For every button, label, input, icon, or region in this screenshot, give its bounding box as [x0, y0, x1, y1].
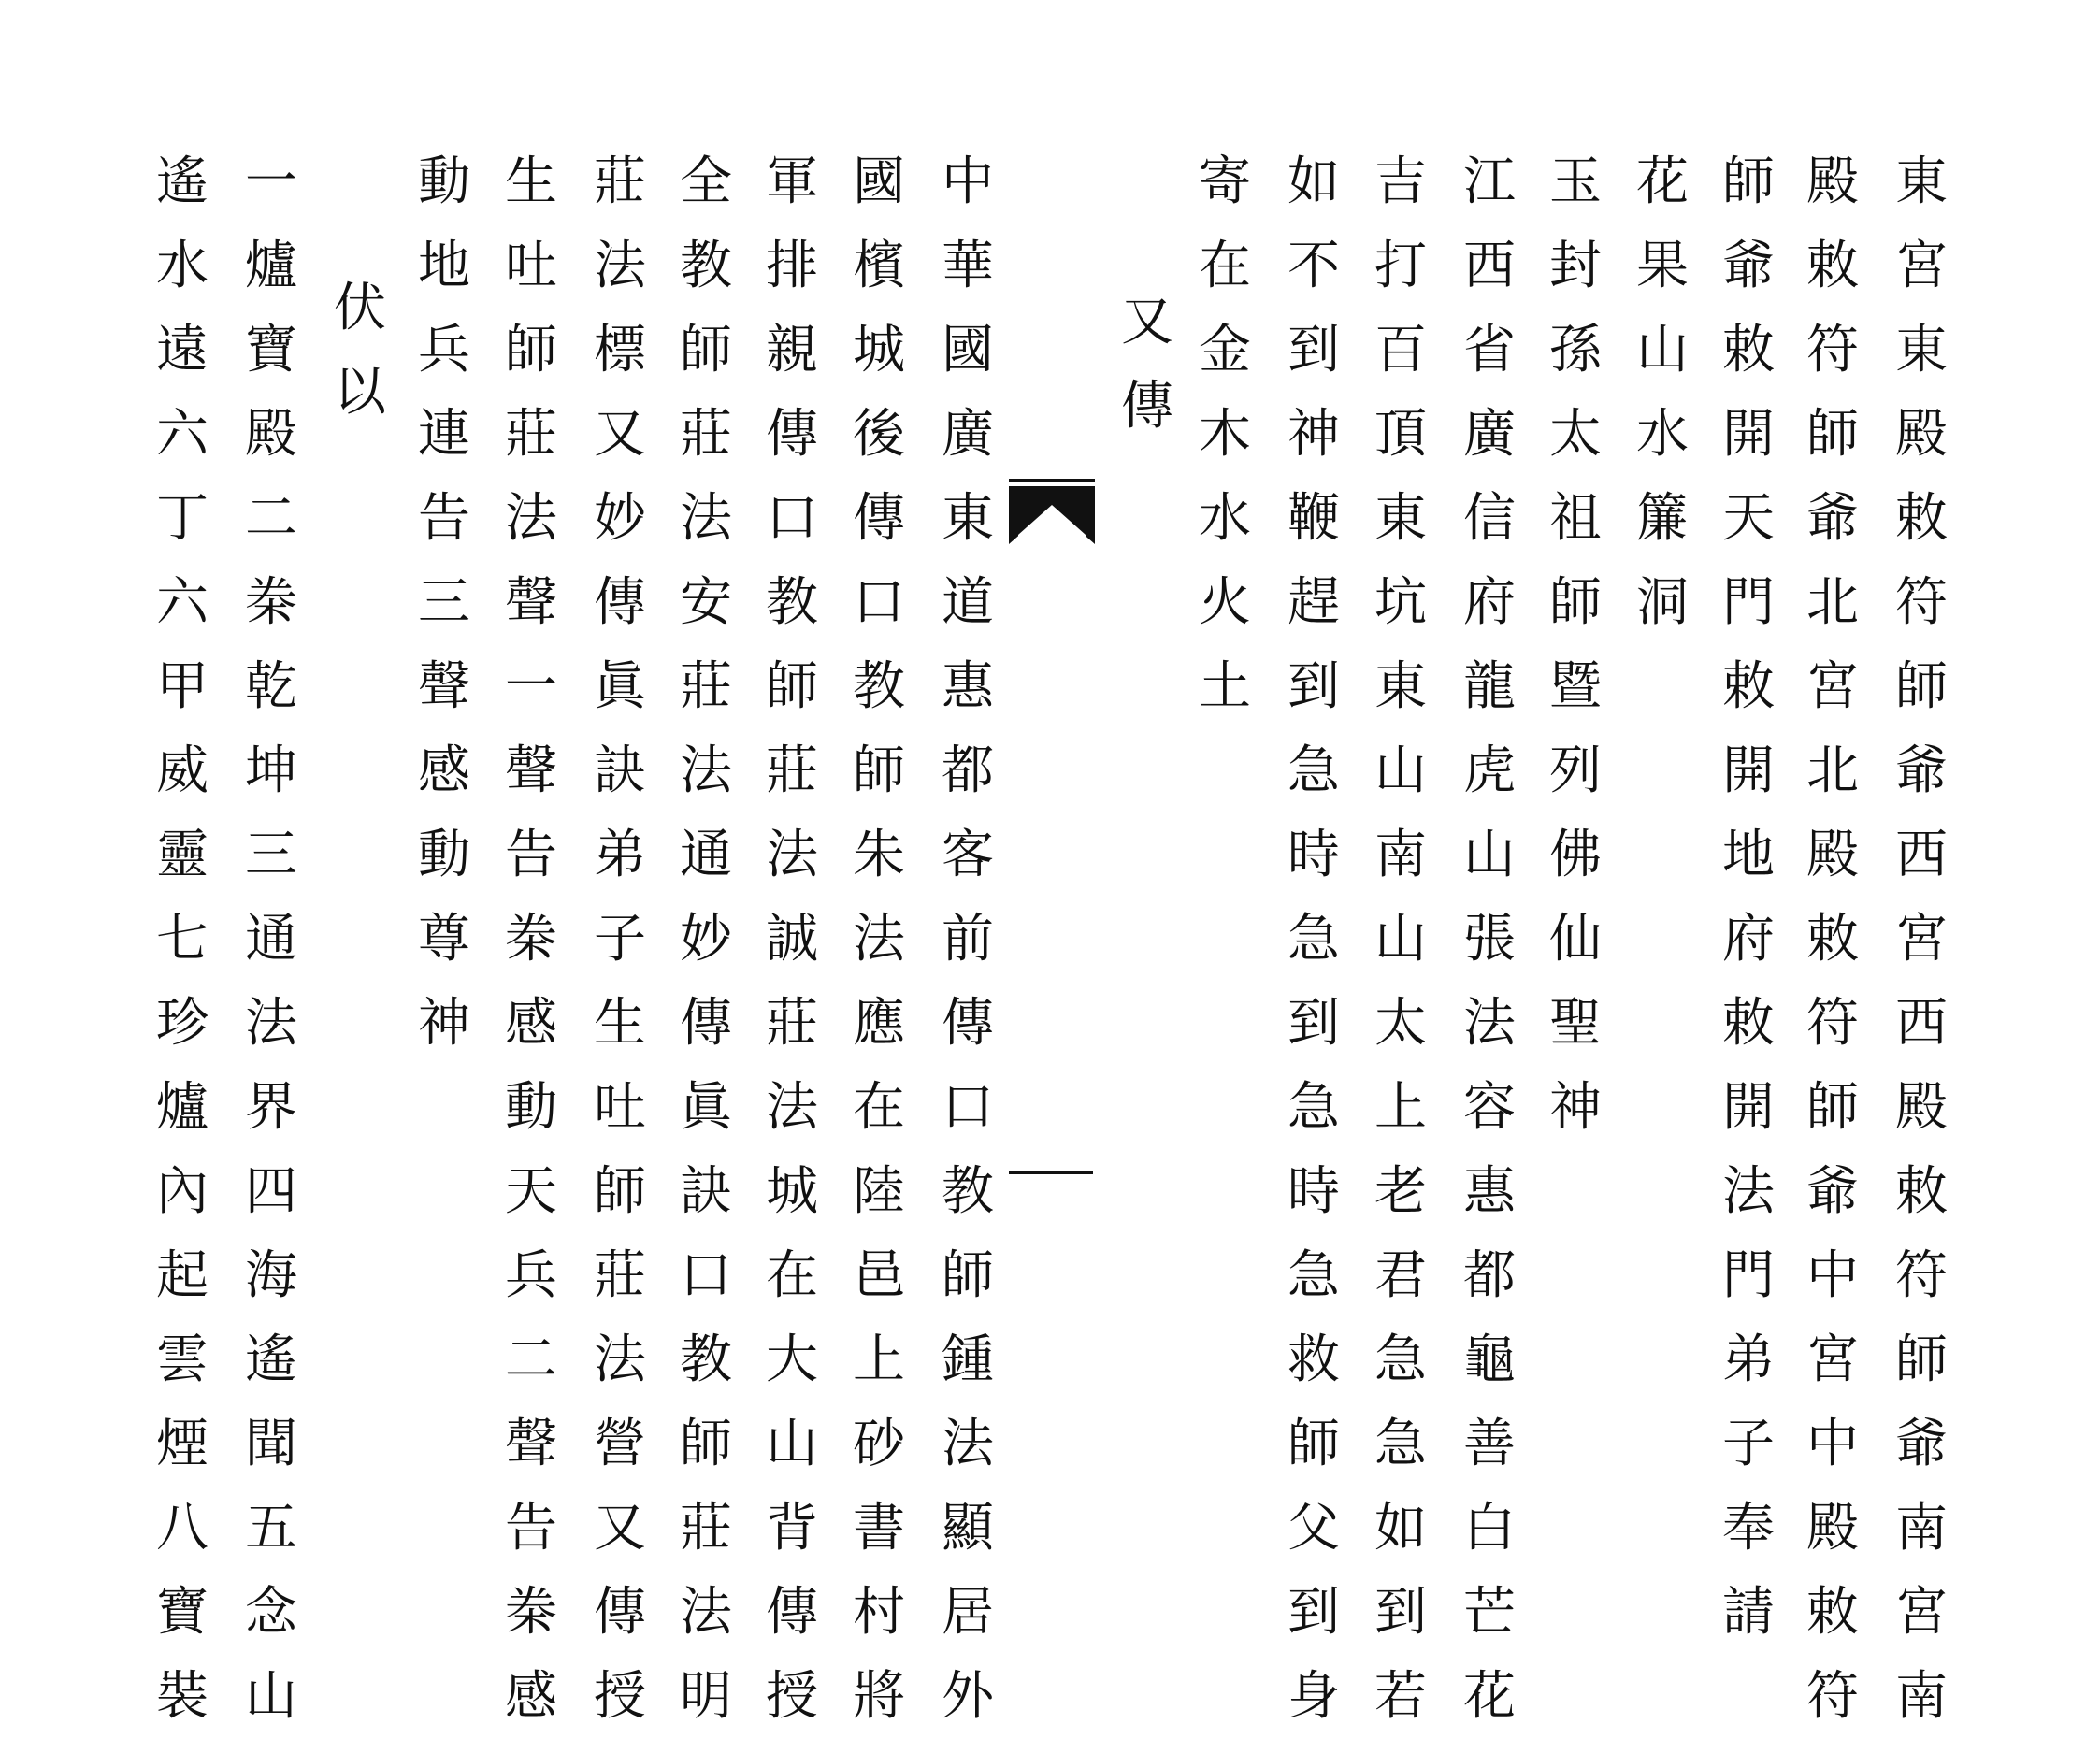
text-column: 動 地 兵 連 告 三 聲 感 動 尊 神: [418, 151, 470, 1054]
text-column: 全 教 師 莊 法 安 莊 法 通 妙 傳 眞 訣 口 教 師 莊 法 明: [680, 151, 732, 1727]
text-column: 軍 排 親 傳 口 教 師 莊 法 誠 莊 法 城 在 大 山 背 傳 授: [766, 151, 818, 1727]
fold-rule: [1009, 1171, 1093, 1174]
text-column: 國 檳 城 後 傳 口 教 師 朱 法 應 在 陸 邑 上 砂 書 村 將: [853, 151, 905, 1727]
text-column: 生 吐 師 莊 法 聲 一 聲 告 桊 感 動 天 兵 二 聲 告 桊 感: [505, 151, 557, 1727]
text-column: 寄 在 金 木 水 火 土: [1199, 151, 1251, 717]
text-column: 遙 水 遠 六 丁 六 甲 威 靈 七 珍 爐 內 起 雲 煙 八 寶 裝: [156, 151, 209, 1727]
text-column-heading: 伏 以: [334, 278, 386, 423]
text-column: 東 宮 東 殿 敕 符 師 爺 西 宮 西 殿 敕 符 師 爺 南 宮 南: [1895, 151, 1948, 1727]
text-column: 莊 法 標 又 妙 傳 眞 訣 弟 子 生 吐 師 莊 法 營 又 傳 授: [594, 151, 646, 1727]
text-column: 如 不 到 神 鞭 趕 到 急 時 急 到 急 時 急 救 師 父 到 身: [1287, 151, 1340, 1727]
text-column-heading: 又 傳: [1121, 292, 1173, 437]
text-column: 吉 打 百 頂 東 坑 東 山 南 山 太 上 老 君 急 急 如 到 若: [1374, 151, 1427, 1727]
text-column: 花 果 山 水 簾 洞: [1636, 151, 1689, 633]
fold-mark-icon: [1009, 479, 1095, 548]
text-column: 師 爺 敕 開 天 門 敕 開 地 府 敕 開 法 門 弟 子 奉 請: [1722, 151, 1775, 1643]
text-column: 中 華 國 廣 東 道 惠 都 客 前 傳 口 教 師 鍾 法 顯 居 外: [942, 151, 994, 1727]
text-column: 江 西 省 廣 信 府 龍 虎 山 張 法 容 惠 都 龜 善 白 芒 花: [1463, 151, 1516, 1727]
text-column: 一 爐 寶 殿 二 桊 乾 坤 三 通 法 界 四 海 遙 聞 五 念 山: [245, 151, 297, 1727]
text-column: 玉 封 孫 太 祖 師 暨 列 佛 仙 聖 神: [1549, 151, 1602, 1138]
text-column: 殿 敕 符 師 爺 北 宮 北 殿 敕 符 師 爺 中 宮 中 殿 敕 符: [1806, 151, 1859, 1727]
